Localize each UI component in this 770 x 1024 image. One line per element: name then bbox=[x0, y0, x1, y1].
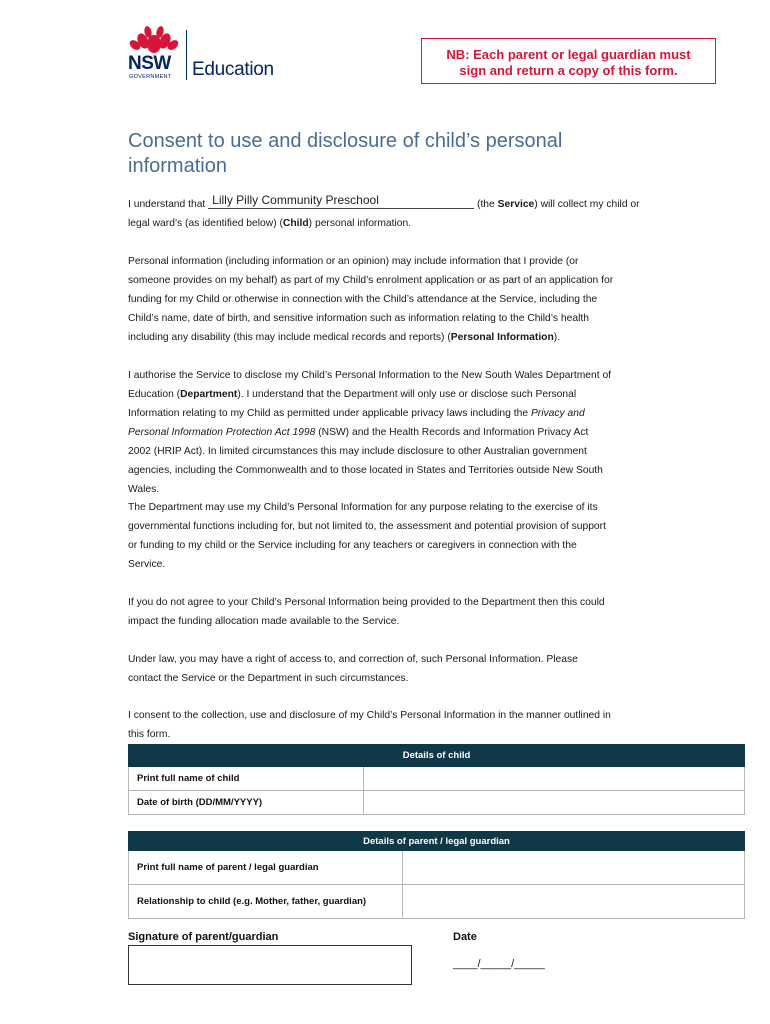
text-line bbox=[128, 328, 676, 347]
intro-line-2 bbox=[128, 214, 676, 233]
page-title bbox=[128, 129, 648, 179]
text-line: Service. bbox=[128, 559, 166, 570]
title-line-1: Consent to use and disclosure of child’s personal bbox=[128, 130, 563, 152]
notice-line-1: NB: Each parent or legal guardian must bbox=[446, 47, 691, 62]
guardian-details-table bbox=[128, 831, 745, 919]
child-term: Child bbox=[282, 218, 309, 229]
date-label: Date bbox=[453, 931, 477, 943]
consent-paragraph bbox=[128, 706, 676, 744]
intro-line-1 bbox=[128, 195, 676, 214]
intro-prefix: I understand that bbox=[128, 199, 209, 210]
service-term: Service bbox=[497, 199, 535, 210]
text-line: I authorise the Service to disclose my Child’s Personal Information to the New South Wales Department of bbox=[128, 370, 612, 381]
child-name-label: Print full name of child bbox=[129, 767, 364, 791]
text-line: 2002 (HRIP Act). In limited circumstances this may include disclosure to other Australian government bbox=[128, 446, 587, 457]
personal-info-paragraph bbox=[128, 252, 676, 347]
department-term: Department bbox=[180, 389, 238, 400]
text-span: ). I understand that the Department will only use or disclose such Personal bbox=[237, 389, 577, 400]
title-line-2: information bbox=[128, 155, 227, 177]
service-name-value: Lilly Pilly Community Preschool bbox=[212, 193, 379, 207]
text-line: The Department may use my Child’s Personal Information for any purpose relating to the exercise of its bbox=[128, 502, 598, 513]
disagree-paragraph bbox=[128, 593, 676, 631]
department-paragraph bbox=[128, 498, 676, 574]
table-row bbox=[129, 767, 745, 791]
text-line: agencies, including the Commonwealth and to those located in States and Territories outside New South bbox=[128, 465, 603, 476]
text-line bbox=[128, 423, 676, 442]
text-span: ). bbox=[553, 332, 561, 343]
guardian-name-input[interactable] bbox=[403, 851, 745, 885]
table-header-row bbox=[129, 832, 745, 851]
text-line: funding for my Child or otherwise in connection with the Child’s attendance at the Service, including the bbox=[128, 294, 598, 305]
act-name-italic: Personal Information Protection Act 1998 bbox=[128, 427, 316, 438]
waratah-icon bbox=[128, 26, 180, 54]
table-row bbox=[129, 791, 745, 815]
text-line bbox=[128, 404, 676, 423]
text-line: or funding to my child or the Service including for any teachers or caregivers in connection with the bbox=[128, 540, 577, 551]
text-line: I consent to the collection, use and disclosure of my Child’s Personal Information in the manner outlined in bbox=[128, 710, 611, 721]
child-name-input[interactable] bbox=[364, 767, 745, 791]
signature-label: Signature of parent/guardian bbox=[128, 931, 279, 943]
nsw-education-logo bbox=[128, 26, 288, 84]
child-dob-label: Date of birth (DD/MM/YYYY) bbox=[129, 791, 364, 815]
notice-line-2: sign and return a copy of this form. bbox=[459, 63, 678, 78]
logo-nsw-text: NSW bbox=[128, 53, 171, 74]
child-dob-input[interactable] bbox=[364, 791, 745, 815]
text-line bbox=[128, 385, 676, 404]
text-line: If you do not agree to your Child’s Personal Information being provided to the Department then this could bbox=[128, 597, 605, 608]
text-span: Education ( bbox=[128, 389, 181, 400]
text-span: Information relating to my Child as permitted under applicable privacy laws including the bbox=[128, 408, 531, 419]
authorise-paragraph bbox=[128, 366, 676, 499]
text-line: contact the Service or the Department in such circumstances. bbox=[128, 673, 409, 684]
text-line: Personal information (including information or an opinion) may include information that I provide (or bbox=[128, 256, 579, 267]
intro-paragraph bbox=[128, 195, 676, 233]
text-line: Child’s name, date of birth, and sensitive information such as information relating to the Child’s health bbox=[128, 313, 589, 324]
text-line: Wales. bbox=[128, 484, 160, 495]
text-line: someone provides on my behalf) as part of my Child’s enrolment application or as part of an application for bbox=[128, 275, 614, 286]
text-line: this form. bbox=[128, 729, 171, 740]
table-header-row bbox=[129, 745, 745, 767]
text-line: impact the funding allocation made available to the Service. bbox=[128, 616, 400, 627]
logo-government-text: GOVERNMENT bbox=[129, 74, 172, 80]
guardian-name-label: Print full name of parent / legal guardian bbox=[129, 851, 403, 885]
logo-education-text: Education bbox=[192, 59, 274, 80]
child-details-table bbox=[128, 744, 745, 815]
text-span: including any disability (this may include medical records and reports) ( bbox=[128, 332, 451, 343]
text-span: (NSW) and the Health Records and Information Privacy Act bbox=[315, 427, 589, 438]
act-name-italic: Privacy and bbox=[530, 408, 585, 419]
guardian-table-header: Details of parent / legal guardian bbox=[129, 832, 745, 851]
relationship-input[interactable] bbox=[403, 885, 745, 919]
intro-suffix-a: (the bbox=[474, 199, 498, 210]
service-name-field[interactable] bbox=[208, 193, 474, 209]
text-line: Under law, you may have a right of access to, and correction of, such Personal Information. Please bbox=[128, 654, 578, 665]
relationship-label: Relationship to child (e.g. Mother, father, guardian) bbox=[129, 885, 403, 919]
notice-box bbox=[421, 38, 716, 84]
logo-divider bbox=[186, 30, 187, 80]
table-row bbox=[129, 885, 745, 919]
law-paragraph bbox=[128, 650, 676, 688]
intro-line2-b: ) personal information. bbox=[308, 218, 412, 229]
personal-information-term: Personal Information bbox=[450, 332, 554, 343]
table-row bbox=[129, 851, 745, 885]
child-table-header: Details of child bbox=[129, 745, 745, 767]
text-line: governmental functions including for, but not limited to, the assessment and potential provision of support bbox=[128, 521, 606, 532]
intro-line2-a: legal ward’s (as identified below) ( bbox=[128, 218, 283, 229]
signature-box[interactable] bbox=[128, 945, 412, 985]
intro-suffix-b: ) will collect my child or bbox=[534, 199, 640, 210]
date-field[interactable]: ____/_____/_____ bbox=[453, 958, 545, 970]
